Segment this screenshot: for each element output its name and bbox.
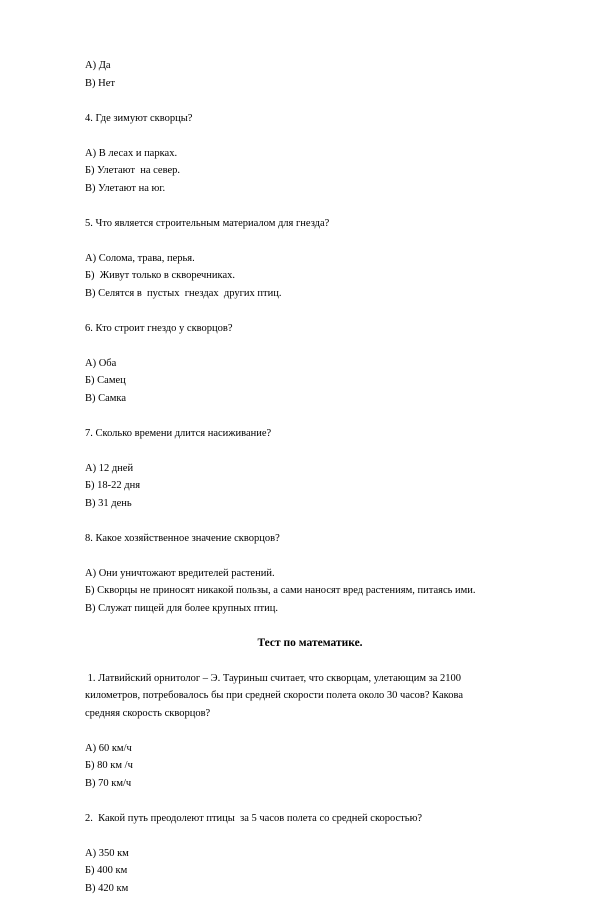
q3-option-a: А) Да — [85, 57, 535, 75]
q7-option-c: В) 31 день — [85, 495, 535, 513]
math-q1-option-a: А) 60 км/ч — [85, 740, 535, 758]
q6-option-a: А) Оба — [85, 355, 535, 373]
q8-option-b: Б) Скворцы не приносят никакой пользы, а сами наносят вред растениям, питаясь ими. — [85, 582, 535, 600]
q5-question: 5. Что является строительным материалом для гнезда? — [85, 215, 535, 233]
q4-question: 4. Где зимуют скворцы? — [85, 110, 535, 128]
math-q1-option-b: Б) 80 км /ч — [85, 757, 535, 775]
q8-option-a: А) Они уничтожают вредителей растений. — [85, 565, 535, 583]
q4-option-c: В) Улетают на юг. — [85, 180, 535, 198]
math-q2-option-c: В) 420 км — [85, 880, 535, 897]
math-q2-option-a: А) 350 км — [85, 845, 535, 863]
q3-option-b: В) Нет — [85, 75, 535, 93]
q5-option-a: А) Солома, трава, перья. — [85, 250, 535, 268]
q7-question: 7. Сколько времени длится насиживание? — [85, 425, 535, 443]
q6-question: 6. Кто строит гнездо у скворцов? — [85, 320, 535, 338]
q7-option-b: Б) 18-22 дня — [85, 477, 535, 495]
q5-option-c: В) Селятся в пустых гнездах других птиц. — [85, 285, 535, 303]
q4-option-b: Б) Улетают на север. — [85, 162, 535, 180]
math-q1-line-2: километров, потребовалось бы при средней скорости полета около 30 часов? Какова — [85, 687, 535, 705]
math-q2-question: 2. Какой путь преодолеют птицы за 5 часов полета со средней скоростью? — [85, 810, 535, 828]
q5-option-b: Б) Живут только в скворечниках. — [85, 267, 535, 285]
document-page — [85, 57, 535, 897]
q8-question: 8. Какое хозяйственное значение скворцов? — [85, 530, 535, 548]
q6-option-b: Б) Самец — [85, 372, 535, 390]
math-q1-option-c: В) 70 км/ч — [85, 775, 535, 793]
math-test-title: Тест по математике. — [85, 635, 535, 653]
q7-option-a: А) 12 дней — [85, 460, 535, 478]
q4-option-a: А) В лесах и парках. — [85, 145, 535, 163]
math-q1-line-1: 1. Латвийский орнитолог – Э. Тауриньш считает, что скворцам, улетающим за 2100 — [85, 670, 535, 688]
math-q2-option-b: Б) 400 км — [85, 862, 535, 880]
q6-option-c: В) Самка — [85, 390, 535, 408]
math-q1-line-3: средняя скорость скворцов? — [85, 705, 535, 723]
q8-option-c: В) Служат пищей для более крупных птиц. — [85, 600, 535, 618]
